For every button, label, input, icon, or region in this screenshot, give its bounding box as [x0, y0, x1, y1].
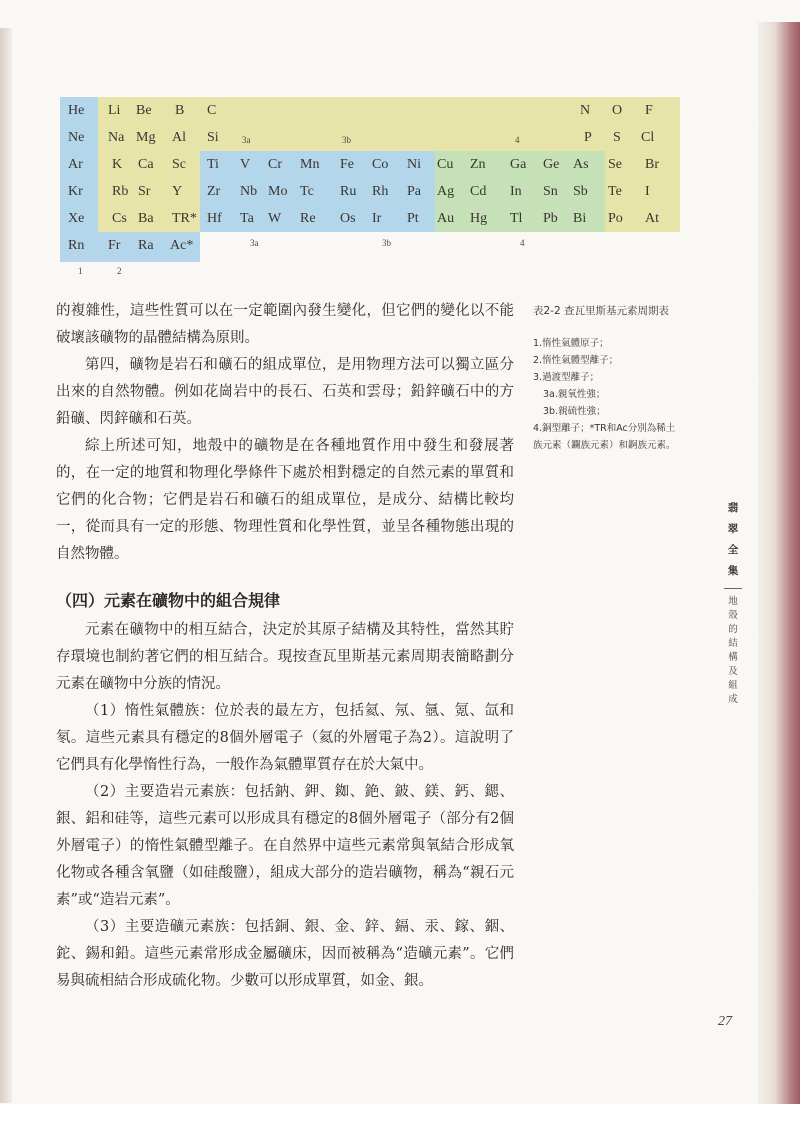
element-cell: Os — [340, 211, 356, 226]
element-cell: Ru — [340, 184, 357, 199]
element-cell: Zn — [470, 157, 486, 172]
element-cell: In — [510, 184, 522, 199]
group-sublabel: 3a — [250, 238, 259, 248]
element-cell: S — [613, 130, 621, 145]
element-cell: Ti — [207, 157, 219, 172]
element-cell: Mg — [136, 130, 156, 145]
element-cell: W — [268, 211, 282, 226]
element-cell: Ga — [510, 157, 527, 172]
table-row — [60, 97, 680, 124]
element-cell: Hg — [470, 211, 488, 226]
element-cell: Sc — [172, 157, 186, 172]
element-cell: Fe — [340, 157, 354, 172]
element-cell: Mo — [268, 184, 288, 199]
element-cell: Cr — [268, 157, 282, 172]
element-cell: K — [112, 157, 123, 172]
element-cell: Sn — [543, 184, 558, 199]
element-cell: Bi — [573, 211, 587, 226]
element-cell: V — [240, 157, 251, 172]
element-cell: Ge — [543, 157, 560, 172]
paragraph: （2）主要造岩元素族：包括鈉、鉀、銣、銫、鈹、鎂、鈣、鍶、銀、鋁和硅等，這些元素可以形成具有穩定的8個外層電子（部分有2個外層電子）的惰性氣體型離子。在自然界中這些元素常與氧結合形成氧化物或各種含氧鹽（如硅酸鹽），組成大部分的造岩礦物，稱為“親石元素”或“造岩元素”。 — [56, 784, 514, 908]
element-cell: Ar — [68, 157, 83, 172]
table-row — [60, 205, 680, 232]
element-cell: Y — [172, 184, 183, 199]
element-cell: Pa — [407, 184, 421, 199]
series-title: 翡 翠 全 集 — [727, 502, 739, 577]
element-cell: At — [645, 211, 659, 226]
element-cell: Po — [608, 211, 623, 226]
element-cell: Zr — [207, 184, 221, 199]
element-cell: Nb — [240, 184, 258, 199]
element-cell: Ir — [372, 211, 382, 226]
section-heading: （四）元素在礦物中的組合規律 — [56, 591, 281, 610]
group-sublabel: 3b — [342, 135, 351, 145]
element-cell: I — [645, 184, 650, 199]
page-number: 27 — [718, 1014, 732, 1029]
body-text — [56, 298, 514, 568]
element-cell: Sb — [573, 184, 588, 199]
caption-item: 3a.親氧性強； — [543, 389, 606, 400]
element-cell: Pt — [407, 211, 419, 226]
element-cell: Se — [608, 157, 622, 172]
paragraph: （3）主要造礦元素族：包括銅、銀、金、鋅、鎘、汞、鎵、銦、鉈、錫和鉛。這些元素常形成金屬礦床，因而被稱為“造礦元素”。它們易與硫相結合形成硫化物。少數可以形成單質，如金、銀。 — [56, 919, 514, 989]
periodic-table — [60, 97, 680, 276]
element-cell: Hf — [207, 211, 222, 226]
element-cell: Be — [136, 103, 152, 118]
element-cell: Ta — [240, 211, 254, 226]
table-row — [60, 124, 680, 151]
group-sublabel: 4 — [515, 135, 520, 145]
table-row — [60, 178, 680, 205]
element-cell: As — [573, 157, 589, 172]
element-cell: Co — [372, 157, 389, 172]
group-sublabel: 3a — [242, 135, 251, 145]
element-cell: Ne — [68, 130, 85, 145]
paragraph: 綜上所述可知，地殼中的礦物是在各種地質作用中發生和發展著的，在一定的地質和物理化學條件下處於相對穩定的自然元素的單質和它們的化合物；它們是岩石和礦石的組成單位，是成分、結構比較均一，從而具有一定的形態、物理性質和化學性質，並呈各種物態出現的自然物體。 — [56, 438, 514, 562]
group-sublabel: 4 — [520, 238, 525, 248]
page-bottom-margin — [0, 1104, 800, 1132]
element-cell: Pb — [543, 211, 558, 226]
table-row — [60, 232, 680, 259]
chapter-title: 地 殼 的 結 構 及 組 成 — [728, 596, 738, 705]
section-body — [56, 617, 514, 995]
element-cell: Ba — [138, 211, 154, 226]
caption-item: 2.惰性氣體型離子； — [533, 355, 619, 366]
group-label: 1 — [78, 266, 83, 276]
element-cell: N — [580, 103, 591, 118]
element-cell: Fr — [108, 238, 121, 253]
element-cell: Al — [172, 130, 186, 145]
element-cell: Ra — [138, 238, 154, 253]
page-gutter — [0, 28, 12, 1103]
element-cell: Mn — [300, 157, 320, 172]
element-cell: Li — [108, 103, 121, 118]
element-cell: Rh — [372, 184, 389, 199]
element-cell: F — [645, 103, 653, 118]
caption-title: 表2-2 查瓦里斯基元素周期表 — [533, 305, 669, 317]
group-label: 2 — [117, 266, 122, 276]
element-cell: Tl — [510, 211, 523, 226]
element-cell: Cu — [437, 157, 454, 172]
element-cell: Si — [207, 130, 219, 145]
element-cell: TR* — [172, 211, 197, 226]
group-sublabel: 3b — [382, 238, 391, 248]
element-cell: O — [612, 103, 623, 118]
divider — [724, 588, 742, 589]
element-cell: Br — [645, 157, 659, 172]
element-cell: Ca — [138, 157, 154, 172]
book-cover-edge — [758, 22, 800, 1107]
table-caption — [533, 302, 683, 454]
element-cell: Cs — [112, 211, 127, 226]
paragraph: （1）惰性氣體族：位於表的最左方，包括氦、氖、氬、氪、氙和氡。這些元素具有穩定的8個外層電子（氦的外層電子為2）。這說明了它們具有化學惰性行為，一般作為氣體單質存在於大氣中。 — [56, 703, 514, 773]
paragraph: 第四，礦物是岩石和礦石的組成單位，是用物理方法可以獨立區分出來的自然物體。例如花崗岩中的長石、石英和雲母；鉛鋅礦石中的方鉛礦、閃鋅礦和石英。 — [56, 357, 514, 427]
caption-item: 3.過渡型離子； — [533, 372, 600, 383]
element-cell: C — [207, 103, 217, 118]
element-cell: He — [68, 103, 85, 118]
element-cell: Rn — [68, 238, 85, 253]
element-cell: B — [175, 103, 185, 118]
paragraph: 元素在礦物中的相互結合，決定於其原子結構及其特性，當然其貯存環境也制約著它們的相互結合。現按查瓦里斯基元素周期表簡略劃分元素在礦物中分族的情況。 — [56, 622, 514, 692]
element-cell: Cl — [641, 130, 655, 145]
element-cell: P — [584, 130, 592, 145]
paragraph: 的複雜性，這些性質可以在一定範圍內發生變化，但它們的變化以不能破壞該礦物的晶體結構為原則。 — [56, 303, 514, 346]
element-cell: Ac* — [170, 238, 194, 253]
element-cell: Na — [108, 130, 125, 145]
table-row — [60, 151, 680, 178]
caption-item: 4.銅型離子；*TR和Ac分別為稀土族元素（鑭族元素）和錒族元素。 — [533, 423, 676, 451]
element-cell: Kr — [68, 184, 83, 199]
element-cell: Rb — [112, 184, 129, 199]
running-head — [720, 498, 746, 707]
element-cell: Sr — [138, 184, 151, 199]
element-cell: Xe — [68, 211, 85, 226]
element-cell: Tc — [300, 184, 314, 199]
element-cell: Cd — [470, 184, 487, 199]
element-cell: Te — [608, 184, 622, 199]
element-cell: Ni — [407, 157, 421, 172]
element-cell: Ag — [437, 184, 455, 199]
caption-item: 1.惰性氣體原子； — [533, 338, 609, 349]
element-cell: Au — [437, 211, 455, 226]
element-cell: Re — [300, 211, 316, 226]
caption-item: 3b.親硫性強； — [543, 406, 606, 417]
